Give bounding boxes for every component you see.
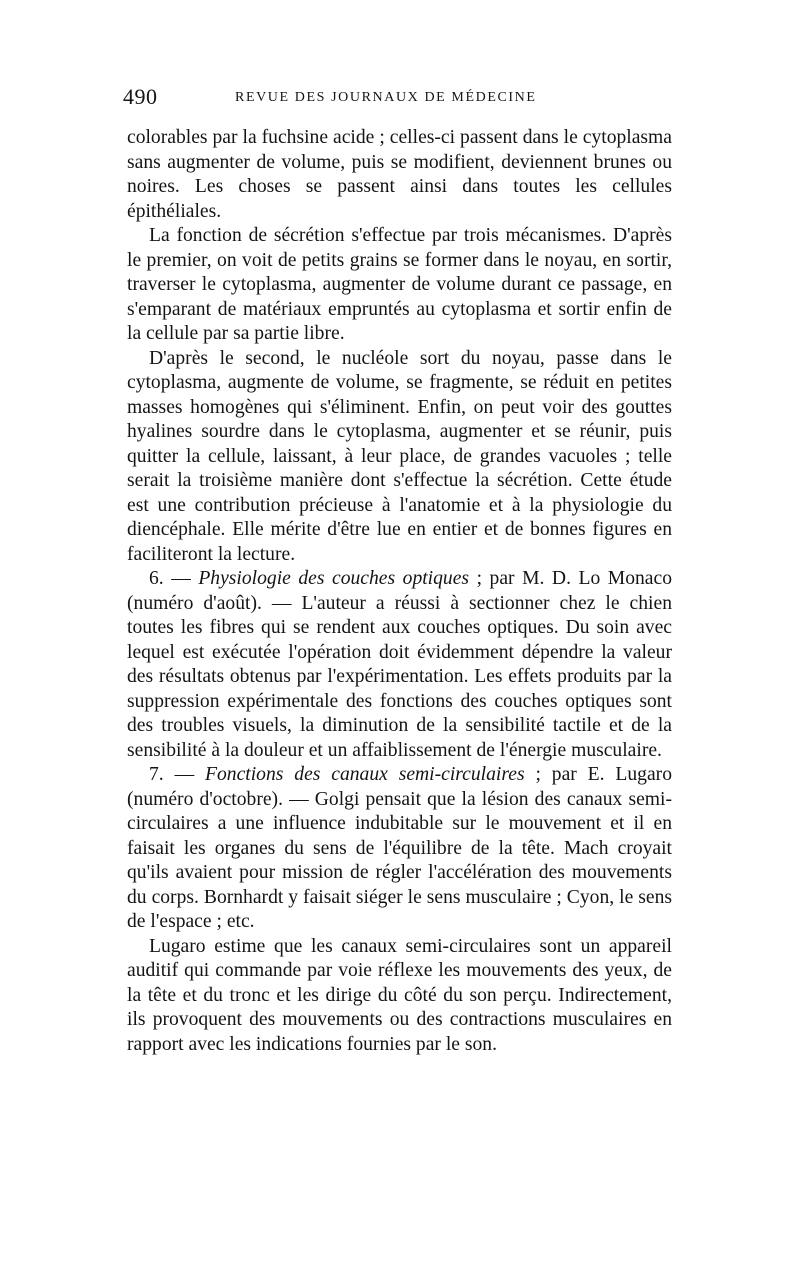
paragraph-3-text: D'après le second, le nucléole sort du noyau, passe dans le cytoplasma, augmente de volume, se fragmente, se réduit en petites masses homogènes qui s'éliminent. Enfin, on peut voir des gouttes hyalines sourdre dans le cytoplasma, augmenter et se réunir, puis quitter la cellule, laissant, à leur place, de grandes vacuoles ; telle serait la troisième manière dont s'effectue la sécrétion. Cette étude est une contribution précieuse à l'anatomie et à la physiologie du diencéphale. Elle mérite d'être lue en entier et de bonnes figures en faciliteront la lecture. bbox=[127, 347, 672, 565]
page-header bbox=[123, 84, 678, 114]
paragraph-4-text: ; par M. D. Lo Monaco (numéro d'août). — L'auteur a réussi à sectionner chez le chien toutes les fibres qui se rendent aux couches optiques. Du soin avec lequel est exécutée l'opération doit évidemment dépendre la valeur des résultats obtenus par l'expérimentation. Les effets produits par la suppression expérimentale des fonctions des couches optiques sont des troubles visuels, la diminution de la sensibilité tactile et de la sensibilité à la douleur et un affaiblissement de l'énergie musculaire. bbox=[127, 568, 672, 761]
paragraph-1 bbox=[127, 126, 672, 224]
paragraph-6 bbox=[127, 935, 672, 1058]
paragraph-1-text: colorables par la fuchsine acide ; celles-ci passent dans le cytoplasma sans augmenter de volume, puis se modifient, deviennent brunes ou noires. Les choses se passent ainsi dans toutes les cellules épithéliales. bbox=[127, 127, 672, 222]
paragraph-4 bbox=[127, 567, 672, 763]
section-7-title: Fonctions des canaux semi-circulaires bbox=[205, 764, 525, 785]
paragraph-6-text: Lugaro estime que les canaux semi-circulaires sont un appareil auditif qui commande par voie réflexe les mouvements des yeux, de la tête et du tronc et les dirige du côté du son perçu. Indirectement, ils provoquent des mouvements ou des contractions musculaires en rapport avec les indications fournies par le son. bbox=[127, 935, 672, 1055]
paragraph-2-text: La fonction de sécrétion s'effectue par trois mécanismes. D'après le premier, on voit de petits grains se former dans le noyau, en sortir, traverser le cytoplasma, augmenter de volume durant ce passage, en s'emparant de matériaux empruntés au cytoplasma et sortir enfin de la cellule par sa partie libre. bbox=[127, 225, 672, 344]
paragraph-2 bbox=[127, 224, 672, 347]
running-title: REVUE DES JOURNAUX DE MÉDECINE bbox=[235, 90, 537, 105]
paragraph-5-text: ; par E. Lugaro (numéro d'octobre). — Golgi pensait que la lésion des canaux semi-circulaires a une influence indubitable sur le mouvement et il en faisait les organes du sens de l'équilibre de la tête. Mach croyait qu'ils avaient pour mission de régler l'accélération des mouvements du corps. Bornhardt y faisait siéger le sens musculaire ; Cyon, le sens de l'espace ; etc. bbox=[127, 764, 672, 932]
body-text bbox=[127, 126, 672, 1057]
page-number: 490 bbox=[123, 84, 158, 109]
paragraph-3 bbox=[127, 347, 672, 568]
paragraph-5 bbox=[127, 763, 672, 935]
section-6-title: Physiologie des couches optiques bbox=[198, 568, 470, 589]
section-7-number: 7. — bbox=[149, 764, 206, 785]
section-6-number: 6. — bbox=[149, 568, 199, 589]
